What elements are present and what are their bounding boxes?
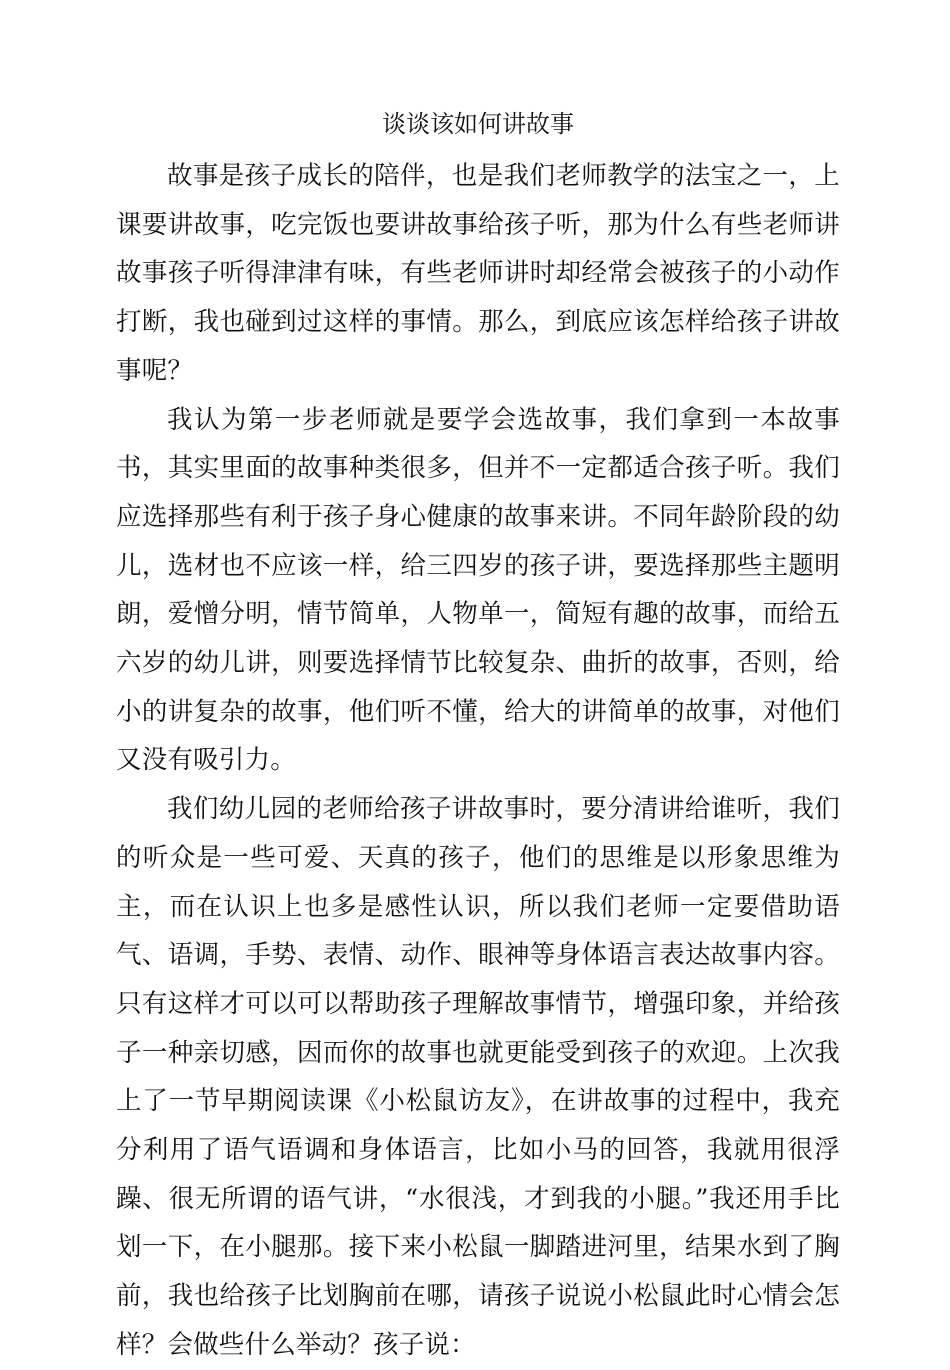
paragraph-1: 故事是孩子成长的陪伴，也是我们老师教学的法宝之一，上课要讲故事，吃完饭也要讲故事给孩子听，那为什么有些老师讲故事孩子听得津津有味，有些老师讲时却经常会被孩子的小动作打断，我也碰到过这样的事情。那么，到底应该怎样给孩子讲故事呢？ [116,161,840,386]
paragraph-2: 我认为第一步老师就是要学会选故事，我们拿到一本故事书，其实里面的故事种类很多，但并不一定都适合孩子听。我们应选择那些有利于孩子身心健康的故事来讲。不同年龄阶段的幼儿，选材也不应该一样，给三四岁的孩子讲，要选择那些主题明朗，爱憎分明，情节简单，人物单一，简短有趣的故事，而给五六岁的幼儿讲，则要选择情节比较复杂、曲折的故事，否则，给小的讲复杂的故事，他们听不懂，给大的讲简单的故事，对他们又没有吸引力。 [116,404,840,776]
document-title: 谈谈该如何讲故事 [382,110,574,138]
document-page [116,104,840,1370]
paragraph-3: 我们幼儿园的老师给孩子讲故事时，要分清讲给谁听，我们的听众是一些可爱、天真的孩子，他们的思维是以形象思维为主，而在认识上也多是感性认识，所以我们老师一定要借助语气、语调，手势、表情、动作、眼神等身体语言表达故事内容。只有这样才可以可以帮助孩子理解故事情节，增强印象，并给孩子一种亲切感，因而你的故事也就更能受到孩子的欢迎。上次我上了一节早期阅读课《小松鼠访友》，在讲故事的过程中，我充分利用了语气语调和身体语言，比如小马的回答，我就用很浮躁、很无所谓的语气讲，“水很浅，才到我的小腿。”我还用手比划一下，在小腿那。接下来小松鼠一脚踏进河里，结果水到了胸前，我也给孩子比划胸前在哪，请孩子说说小松鼠此时心情会怎样？会做些什么举动？孩子说： [116,794,840,1360]
